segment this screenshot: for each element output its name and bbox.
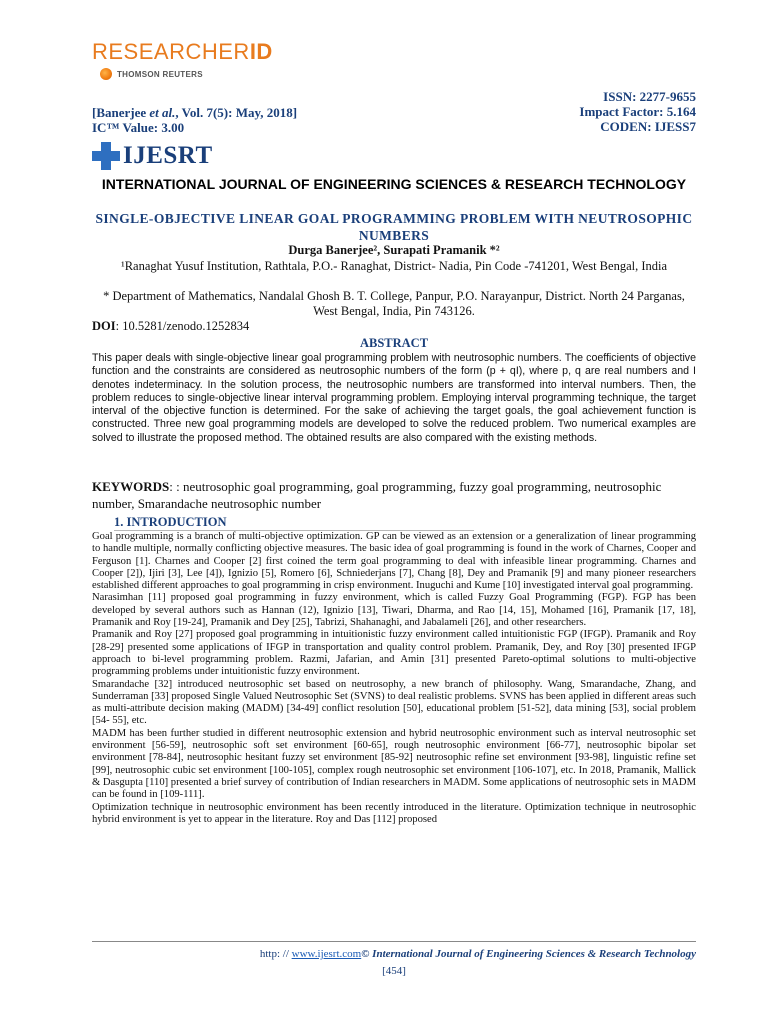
affiliation-1: ¹Ranaghat Yusuf Institution, Rathtala, P.O.- Ranaghat, District- Nadia, Pin Code -741201, West Bengal, India: [120, 259, 668, 273]
logo-researcher-text: RESEARCHER: [92, 39, 250, 64]
intro-paragraph: Smarandache [32] introduced neutrosophic set based on neutrosophy, a new branch of philosophy. Wang, Smarandache, Zhang, and Sunderraman [33] proposed Single Valued Neutrosophic Set (SVNS) to deal realistic problems. SVNS has been applied in different areas such as multi-attribute decision making (MADM) [34-49] conflict resolution [50], educational problem [51-52], data mining [53], social problem [54- 55], etc.: [92, 678, 696, 727]
keywords-text: : : neutrosophic goal programming, goal programming, fuzzy goal programming, neutrosophic number, Smarandache neutrosophic number: [92, 479, 662, 511]
citation-prefix: [Banerjee: [92, 105, 150, 120]
journal-website-link[interactable]: www.ijesrt.com: [291, 948, 362, 960]
affiliation-2: * Department of Mathematics, Nandalal Ghosh B. T. College, Panpur, P.O. Narayanpur, District. North 24 Parganas, West Bengal, India, Pin 743126.: [103, 289, 685, 318]
doi-value[interactable]: : 10.5281/zenodo.1252834: [115, 319, 250, 333]
journal-meta-right: [579, 89, 696, 134]
footer-divider: [92, 941, 696, 942]
researcherid-logo: [92, 40, 273, 80]
journal-meta-left: [92, 105, 297, 135]
intro-paragraph: MADM has been further studied in different neutrosophic extension and hybrid neutrosophic environment such as interval neutrosophic set environment [56-59], neutrosophic soft set environment [60-65], rough neutrosophic environment [66-77], neutrosophic bipolar set environment [78-84], neutrosophic hesitant fuzzy set environment [85-92] neutrosophic refine set environment [93-98], linguistic refine set [99], neutrosophic cubic set environment [100-105], complex rough neutrosophic set environment [106-107], etc. In 2018, Pramanik, Mallick & Dasgupta [110] presented a brief survey of contribution of Indian researchers in MADM. Some applications of neutrosophic sets in MADM can be found in [109-111].: [92, 727, 696, 801]
thomson-reuters-icon: [100, 68, 112, 80]
keywords-label: KEYWORDS: [92, 479, 170, 494]
researcherid-wordmark: [92, 40, 273, 64]
footer: [92, 947, 696, 961]
citation: [92, 105, 297, 120]
publisher-name: THOMSON REUTERS: [117, 69, 203, 79]
journal-title: INTERNATIONAL JOURNAL OF ENGINEERING SCIENCES & RESEARCH TECHNOLOGY: [101, 176, 687, 192]
ijesrt-logo: [92, 142, 213, 170]
abstract-heading: ABSTRACT: [359, 336, 429, 350]
intro-paragraph: Goal programming is a branch of multi-objective optimization. GP can be viewed as an extension or a generalization of linear programming to handle multiple, normally conflicting objective measures. The basic idea of goal programming is found in the work of Charnes, Cooper and Ferguson [1]. Charnes and Cooper [2] first coined the term goal programming to deal with infeasible linear programming. Charnes and Cooper [2]), Ijiri [3], Lee [4]), Ignizio [5], Romero [6], Schniederjans [7], Chang [8], Dey and Pramanik [9] and many pioneer researchers established different approaches to goal programming in crisp environment. Inuguchi and Kume [10] investigated interval goal programming.: [92, 531, 696, 592]
page-number: [454]: [382, 965, 406, 977]
paper-title: SINGLE-OBJECTIVE LINEAR GOAL PROGRAMMING PROBLEM WITH NEUTROSOPHIC NUMBERS: [95, 211, 693, 243]
intro-paragraph: Optimization technique in neutrosophic environment has been recently introduced in the literature. Optimization technique in neutrosophic hybrid environment is yet to appear in the literature. Roy and Das [112] proposed: [92, 801, 696, 825]
introduction-heading: 1. INTRODUCTION: [114, 515, 474, 531]
publisher-mark: [100, 68, 273, 80]
intro-paragraph: Pramanik and Roy [27] proposed goal programming in intuitionistic fuzzy environment called intuitionistic FGP (IFGP). Pramanik and Roy [28-29] presented some applications of IFGP in transportation and quality control problem. Pramanik, Dey, and Roy [30] presented IFGP approach to bi-level programming problem. Razmi, Jafarian, and Amin [31] presented Pareto-optimal solutions to multi-objective programming problems under intuitionistic fuzzy environment.: [92, 629, 696, 678]
impact-factor: Impact Factor: 5.164: [579, 104, 696, 119]
doi-label: DOI: [92, 319, 116, 333]
citation-etal: et al.: [149, 105, 176, 120]
plus-cross-icon: [92, 142, 120, 170]
ic-value: IC™ Value: 3.00: [92, 120, 185, 135]
abstract-text: This paper deals with single-objective linear goal programming problem with neutrosophic numbers. The coefficients of objective function and the constraints are considered as neutrosophic numbers of the form (p + qI), where p, q are real numbers and I denotes indeterminacy. In the solution process, the neutrosophic numbers are transformed into interval numbers. Then, the problem reduces to single-objective linear interval programming problem. Employing interval programming technique, the target interval of the objective function is determined. For the sake of achieving the target goals, the goal achievement function is constructed. Three new goal programming models are developed to solve the reduced problem. Two numerical examples are solved to illustrate the proposed method. The obtained results are also compared with the existing methods.: [92, 352, 696, 444]
keywords: [92, 478, 696, 512]
footer-copyright: © International Journal of Engineering Sciences & Research Technology: [361, 948, 696, 960]
coden: CODEN: IJESS7: [600, 119, 696, 134]
footer-url-prefix: http: //: [259, 948, 292, 960]
introduction-body: [92, 531, 696, 826]
intro-paragraph: Narasimhan [11] proposed goal programming in fuzzy environment, which is called Fuzzy Goal Programming (FGP). FGP has been developed by several authors such as Hannan (12), Ignizio [13], Tiwari, Dharma, and Rao [14, 15], Mohamed [16], Pramanik [17, 18], Pramanik and Roy [19-24], Pramanik and Dey [25], Tabrizi, Shahanaghi, and Jabalameli [26], and other researchers.: [92, 592, 696, 629]
journal-abbreviation: IJESRT: [123, 142, 213, 169]
authors: Durga Banerjee², Surapati Pramanik *²: [288, 243, 500, 257]
doi: [92, 319, 249, 334]
issn: ISSN: 2277-9655: [603, 89, 696, 104]
citation-suffix: , Vol. 7(5): May, 2018]: [175, 105, 298, 120]
logo-id-text: ID: [249, 39, 273, 64]
